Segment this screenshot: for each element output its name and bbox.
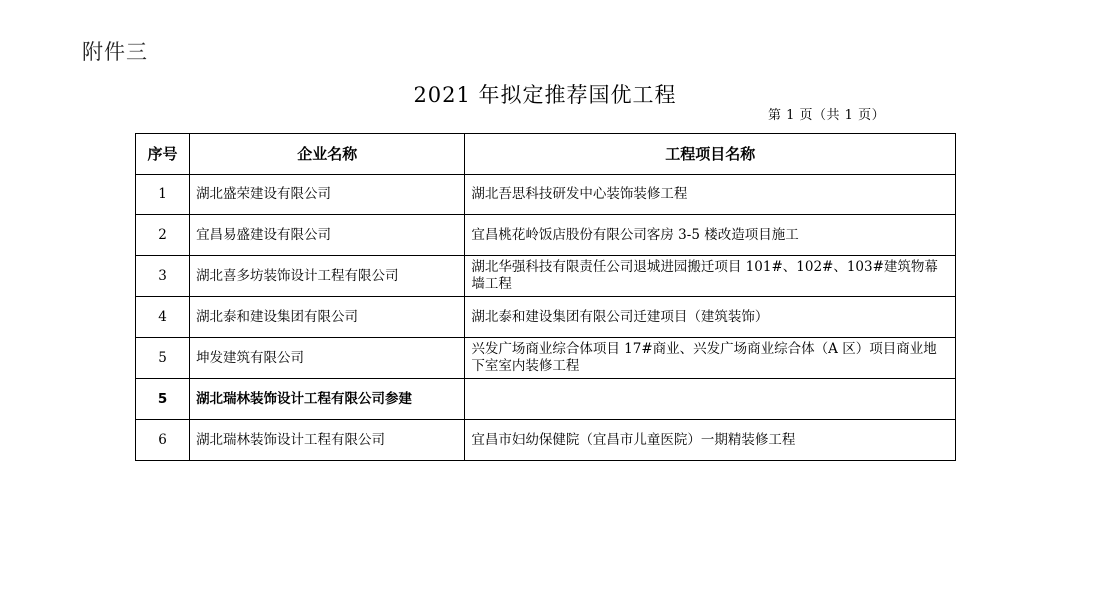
column-header-company: 企业名称 [190, 134, 465, 175]
company-name: 湖北瑞林装饰设计工程有限公司 [190, 420, 465, 461]
project-name: 宜昌桃花岭饭店股份有限公司客房 3-5 楼改造项目施工 [465, 215, 956, 256]
row-number: 5 [136, 338, 190, 379]
company-name: 湖北瑞林装饰设计工程有限公司参建 [190, 379, 465, 420]
row-number: 4 [136, 297, 190, 338]
table-row [136, 256, 956, 297]
row-number: 6 [136, 420, 190, 461]
column-header-no: 序号 [136, 134, 190, 175]
row-number: 5 [136, 379, 190, 420]
row-number: 2 [136, 215, 190, 256]
project-table [135, 133, 956, 461]
company-name: 坤发建筑有限公司 [190, 338, 465, 379]
page-info: 第 1 页（共 1 页） [768, 108, 886, 123]
project-name: 宜昌市妇幼保健院（宜昌市儿童医院）一期精装修工程 [465, 420, 956, 461]
table-row [136, 420, 956, 461]
project-name: 湖北泰和建设集团有限公司迁建项目（建筑装饰） [465, 297, 956, 338]
project-name: 湖北华强科技有限责任公司退城进园搬迁项目 101#、102#、103#建筑物幕墙工程 [465, 256, 956, 297]
document-title: 2021 年拟定推荐国优工程 [413, 83, 677, 107]
table-row [136, 338, 956, 379]
table-row [136, 379, 956, 420]
company-name: 湖北盛荣建设有限公司 [190, 175, 465, 215]
project-name [465, 379, 956, 420]
row-number: 3 [136, 256, 190, 297]
project-name: 湖北吾思科技研发中心装饰装修工程 [465, 175, 956, 215]
row-number: 1 [136, 175, 190, 215]
table-row [136, 297, 956, 338]
table-header-row [136, 134, 956, 175]
table-row [136, 175, 956, 215]
column-header-project: 工程项目名称 [465, 134, 956, 175]
project-name: 兴发广场商业综合体项目 17#商业、兴发广场商业综合体（A 区）项目商业地下室室内装修工程 [465, 338, 956, 379]
company-name: 湖北泰和建设集团有限公司 [190, 297, 465, 338]
attachment-label: 附件三 [82, 40, 148, 64]
company-name: 宜昌易盛建设有限公司 [190, 215, 465, 256]
company-name: 湖北喜多坊装饰设计工程有限公司 [190, 256, 465, 297]
table-row [136, 215, 956, 256]
